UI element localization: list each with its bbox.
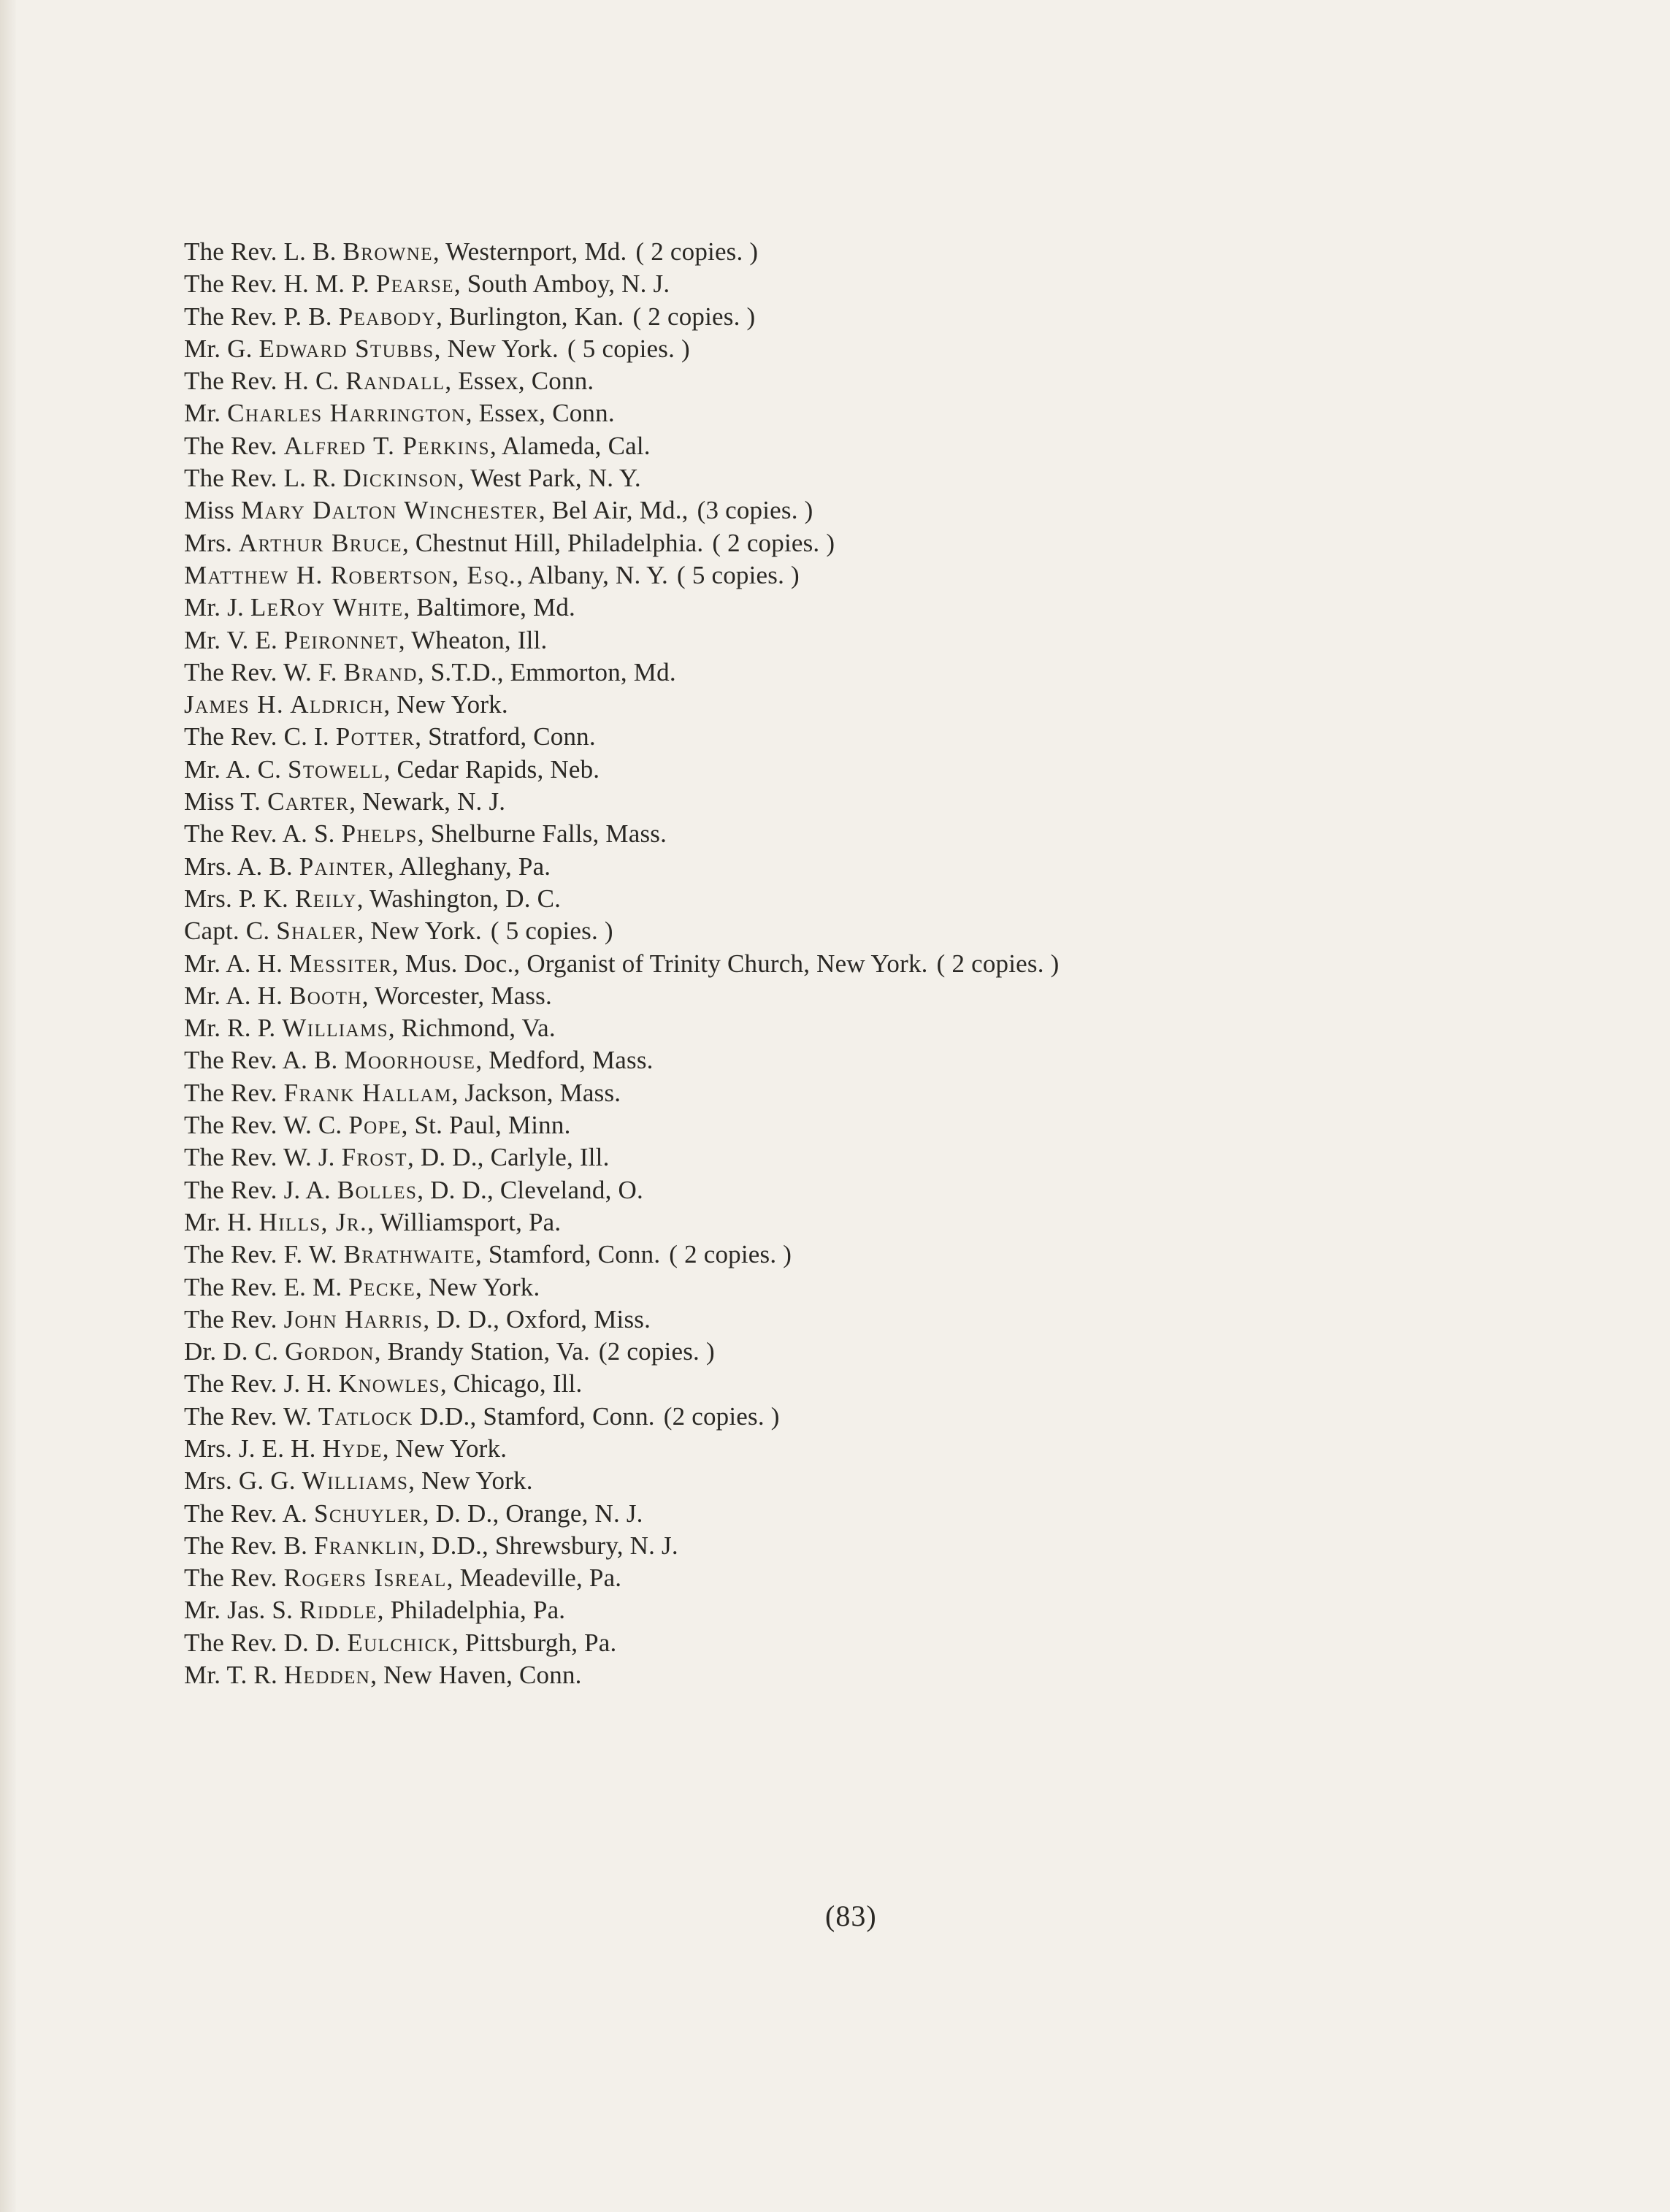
- entry-prefix: The Rev. P. B.: [184, 302, 332, 331]
- list-item: [184, 1206, 1644, 1239]
- entry-name: Brand: [343, 657, 418, 686]
- entry-prefix: Mr. G.: [184, 334, 253, 363]
- list-item: [184, 1304, 1644, 1336]
- list-item: [184, 559, 1644, 592]
- entry-location: , Stratford, Conn.: [415, 722, 596, 751]
- list-item: [184, 592, 1644, 624]
- entry-name: Brathwaite: [343, 1240, 476, 1269]
- entry-name: Moorhouse: [344, 1046, 476, 1075]
- list-item: [184, 236, 1644, 268]
- entry-prefix: Mrs. A. B.: [184, 851, 293, 881]
- entry-name: Hedden: [283, 1661, 371, 1690]
- entry-copies: ( 2 copies. ): [712, 528, 835, 557]
- entry-prefix: The Rev.: [184, 1564, 277, 1593]
- entry-name: James H. Aldrich: [184, 690, 384, 719]
- entry-prefix: The Rev. A.: [184, 1499, 308, 1528]
- entry-prefix: The Rev.: [184, 431, 277, 460]
- entry-location: , St. Paul, Minn.: [401, 1111, 571, 1140]
- entry-name: John Harris: [283, 1304, 424, 1333]
- entry-name: Frost: [341, 1143, 407, 1172]
- entry-name: Hills, Jr.: [258, 1207, 368, 1236]
- entry-prefix: Mr. Jas. S.: [184, 1596, 294, 1625]
- entry-location: , Chicago, Ill.: [440, 1369, 583, 1398]
- entry-prefix: Mrs. J. E. H.: [184, 1434, 316, 1463]
- entry-name: Messiter: [288, 949, 392, 978]
- list-item: [184, 365, 1644, 397]
- entry-prefix: The Rev. L. R.: [184, 464, 337, 493]
- list-item: [184, 1562, 1644, 1594]
- list-item: [184, 948, 1644, 980]
- list-item: [184, 1174, 1644, 1206]
- entry-name: Rogers Isreal: [283, 1564, 447, 1593]
- entry-location: D.D., Stamford, Conn.: [413, 1401, 655, 1431]
- entry-copies: ( 5 copies. ): [490, 916, 613, 946]
- entry-name: Charles Harrington: [227, 399, 466, 428]
- entry-location: , New York.: [408, 1466, 533, 1496]
- entry-prefix: Miss T.: [184, 787, 261, 816]
- entry-location: , S.T.D., Emmorton, Md.: [417, 657, 676, 686]
- entry-location: , D. D., Cleveland, O.: [417, 1175, 643, 1204]
- entry-name: Hyde: [322, 1434, 383, 1463]
- entry-name: Schuyler: [314, 1499, 423, 1528]
- list-item: [184, 494, 1644, 527]
- entry-copies: (3 copies. ): [697, 496, 813, 525]
- entry-location: , West Park, N. Y.: [457, 464, 641, 493]
- page-edge: [0, 0, 16, 2212]
- entry-location: , Stamford, Conn.: [475, 1240, 661, 1269]
- entry-location: , Westernport, Md.: [432, 237, 627, 266]
- list-item: [184, 624, 1644, 657]
- entry-prefix: Mrs.: [184, 528, 232, 557]
- list-item: [184, 786, 1644, 818]
- entry-prefix: The Rev. J. A.: [184, 1175, 331, 1204]
- entry-prefix: The Rev. W. F.: [184, 657, 337, 686]
- list-item: [184, 1594, 1644, 1626]
- entry-location: , Alleghany, Pa.: [387, 851, 551, 881]
- entry-location: , Meadeville, Pa.: [446, 1564, 622, 1593]
- entry-location: , Bel Air, Md.,: [538, 496, 689, 525]
- entry-prefix: Miss: [184, 496, 234, 525]
- entry-location: , Mus. Doc., Organist of Trinity Church, New York.: [391, 949, 928, 978]
- entry-name: Gordon: [285, 1337, 375, 1366]
- entry-copies: ( 5 copies. ): [567, 334, 690, 363]
- entry-location: , D. D., Orange, N. J.: [422, 1499, 643, 1528]
- entry-location: , Wheaton, Ill.: [398, 625, 548, 654]
- list-item: [184, 1401, 1644, 1433]
- entry-name: Mary Dalton Winchester: [240, 496, 539, 525]
- list-item: [184, 1336, 1644, 1368]
- entry-name: Reily: [294, 884, 357, 913]
- entry-name: Peabody: [338, 302, 437, 331]
- list-item: [184, 301, 1644, 333]
- entry-prefix: The Rev. W.: [184, 1401, 312, 1431]
- entry-name: Riddle: [299, 1596, 378, 1625]
- entry-prefix: The Rev. D. D.: [184, 1628, 341, 1657]
- list-item: [184, 1530, 1644, 1562]
- list-item: [184, 397, 1644, 429]
- entry-prefix: Mr. R. P.: [184, 1014, 276, 1043]
- entry-prefix: The Rev. A. S.: [184, 819, 335, 849]
- list-item: [184, 1498, 1644, 1530]
- entry-name: Pope: [348, 1111, 402, 1140]
- entry-prefix: The Rev.: [184, 1304, 277, 1333]
- list-item: [184, 1044, 1644, 1076]
- page-number: (83): [825, 1899, 877, 1932]
- entry-copies: ( 5 copies. ): [677, 560, 800, 589]
- entry-prefix: Mr. A. H.: [184, 981, 283, 1010]
- entry-copies: (2 copies. ): [663, 1401, 780, 1431]
- entry-location: , New York.: [383, 690, 508, 719]
- entry-copies: ( 2 copies. ): [632, 302, 756, 331]
- entry-name: Randall: [345, 367, 445, 396]
- list-item: [184, 915, 1644, 947]
- entry-prefix: Mrs. G. G.: [184, 1466, 296, 1496]
- list-item: [184, 754, 1644, 786]
- entry-location: , Chestnut Hill, Philadelphia.: [402, 528, 704, 557]
- list-item: [184, 527, 1644, 559]
- list-item: [184, 721, 1644, 753]
- entry-copies: (2 copies. ): [598, 1337, 715, 1366]
- entry-location: , Cedar Rapids, Neb.: [383, 754, 600, 784]
- entry-name: Frank Hallam: [283, 1078, 452, 1107]
- entry-location: , New York.: [415, 1272, 540, 1301]
- entry-name: Potter: [335, 722, 415, 751]
- entry-location: , Essex, Conn.: [465, 399, 615, 428]
- entry-location: , Baltimore, Md.: [403, 593, 575, 622]
- list-item: [184, 1465, 1644, 1497]
- entry-prefix: The Rev. E. M.: [184, 1272, 342, 1301]
- list-item: [184, 1368, 1644, 1400]
- entry-location: , Newark, N. J.: [349, 787, 506, 816]
- list-item: [184, 333, 1644, 365]
- entry-location: , Worcester, Mass.: [361, 981, 552, 1010]
- entry-name: Dickinson: [342, 464, 458, 493]
- entry-location: , Pittsburgh, Pa.: [452, 1628, 617, 1657]
- entry-name: Edward Stubbs: [258, 334, 434, 363]
- entry-prefix: The Rev. F. W.: [184, 1240, 337, 1269]
- entry-prefix: Mr. J.: [184, 593, 244, 622]
- list-item: [184, 1271, 1644, 1304]
- entry-location: , Williamsport, Pa.: [367, 1207, 562, 1236]
- list-item: [184, 657, 1644, 689]
- entry-location: , New York.: [382, 1434, 507, 1463]
- subscriber-list: [184, 236, 1644, 1691]
- list-item: [184, 818, 1644, 850]
- list-item: [184, 1109, 1644, 1141]
- entry-prefix: The Rev. C. I.: [184, 722, 329, 751]
- entry-prefix: Dr. D. C.: [184, 1337, 279, 1366]
- list-item: [184, 268, 1644, 300]
- list-item: [184, 851, 1644, 883]
- list-item: [184, 1627, 1644, 1659]
- entry-location: , Brandy Station, Va.: [374, 1337, 590, 1366]
- entry-prefix: The Rev. W. J.: [184, 1143, 335, 1172]
- entry-location: , Medford, Mass.: [475, 1046, 654, 1075]
- entry-prefix: The Rev.: [184, 1078, 277, 1107]
- list-item: [184, 1012, 1644, 1044]
- entry-location: , D. D., Oxford, Miss.: [423, 1304, 651, 1333]
- entry-name: Painter: [299, 851, 388, 881]
- entry-name: Alfred T. Perkins: [283, 431, 490, 460]
- entry-prefix: Mrs. P. K.: [184, 884, 289, 913]
- list-item: [184, 1077, 1644, 1109]
- entry-prefix: The Rev. L. B.: [184, 237, 337, 266]
- entry-name: Eulchick: [347, 1628, 453, 1657]
- entry-location: , Burlington, Kan.: [436, 302, 624, 331]
- entry-prefix: The Rev. A. B.: [184, 1046, 338, 1075]
- entry-prefix: The Rev. J. H.: [184, 1369, 332, 1398]
- entry-location: , D. D., Carlyle, Ill.: [407, 1143, 610, 1172]
- entry-location: , New York.: [357, 916, 482, 946]
- entry-location: , Washington, D. C.: [356, 884, 562, 913]
- entry-prefix: The Rev. H. C.: [184, 367, 340, 396]
- entry-name: Phelps: [341, 819, 418, 849]
- entry-name: Williams: [302, 1466, 409, 1496]
- entry-name: Franklin: [314, 1531, 419, 1560]
- entry-location: , Philadelphia, Pa.: [377, 1596, 566, 1625]
- entry-name: Shaler: [276, 916, 358, 946]
- list-item: [184, 1239, 1644, 1271]
- entry-location: , New York.: [434, 334, 559, 363]
- entry-prefix: Mr. T. R.: [184, 1661, 277, 1690]
- entry-prefix: Mr.: [184, 399, 221, 428]
- entry-location: , New Haven, Conn.: [370, 1661, 582, 1690]
- list-item: [184, 462, 1644, 494]
- entry-copies: ( 2 copies. ): [669, 1240, 792, 1269]
- entry-prefix: Mr. H.: [184, 1207, 253, 1236]
- entry-name: Williams: [282, 1014, 388, 1043]
- entry-prefix: The Rev. W. C.: [184, 1111, 342, 1140]
- entry-prefix: The Rev. B.: [184, 1531, 308, 1560]
- list-item: [184, 1141, 1644, 1174]
- entry-location: , Richmond, Va.: [388, 1014, 556, 1043]
- entry-prefix: Mr. A. C.: [184, 754, 282, 784]
- entry-prefix: Capt. C.: [184, 916, 270, 946]
- list-item: [184, 430, 1644, 462]
- entry-copies: ( 2 copies. ): [936, 949, 1060, 978]
- list-item: [184, 883, 1644, 915]
- entry-prefix: Mr. A. H.: [184, 949, 283, 978]
- list-item: [184, 689, 1644, 721]
- entry-name: Tatlock: [318, 1401, 413, 1431]
- entry-name: Bolles: [337, 1175, 418, 1204]
- entry-name: LeRoy White: [250, 593, 404, 622]
- entry-name: Booth: [288, 981, 362, 1010]
- entry-location: , D.D., Shrewsbury, N. J.: [418, 1531, 678, 1560]
- entry-name: Stowell: [288, 754, 384, 784]
- entry-name: Arthur Bruce: [238, 528, 402, 557]
- entry-name: Knowles: [338, 1369, 440, 1398]
- entry-name: Carter: [267, 787, 350, 816]
- entry-location: , Jackson, Mass.: [451, 1078, 621, 1107]
- entry-name: Browne: [342, 237, 433, 266]
- entry-location: , Alameda, Cal.: [489, 431, 651, 460]
- entry-name: Pearse: [375, 269, 454, 299]
- entry-location: , South Amboy, N. J.: [453, 269, 670, 299]
- entry-copies: ( 2 copies. ): [635, 237, 759, 266]
- entry-location: , Essex, Conn.: [445, 367, 594, 396]
- entry-name: Peironnet: [283, 625, 399, 654]
- entry-name: Matthew H. Robertson, Esq.: [184, 560, 517, 589]
- entry-location: , Shelburne Falls, Mass.: [417, 819, 667, 849]
- entry-name: Pecke: [348, 1272, 416, 1301]
- entry-location: , Albany, N. Y.: [516, 560, 669, 589]
- entry-prefix: Mr. V. E.: [184, 625, 277, 654]
- list-item: [184, 1659, 1644, 1691]
- list-item: [184, 980, 1644, 1012]
- entry-prefix: The Rev. H. M. P.: [184, 269, 369, 299]
- list-item: [184, 1433, 1644, 1465]
